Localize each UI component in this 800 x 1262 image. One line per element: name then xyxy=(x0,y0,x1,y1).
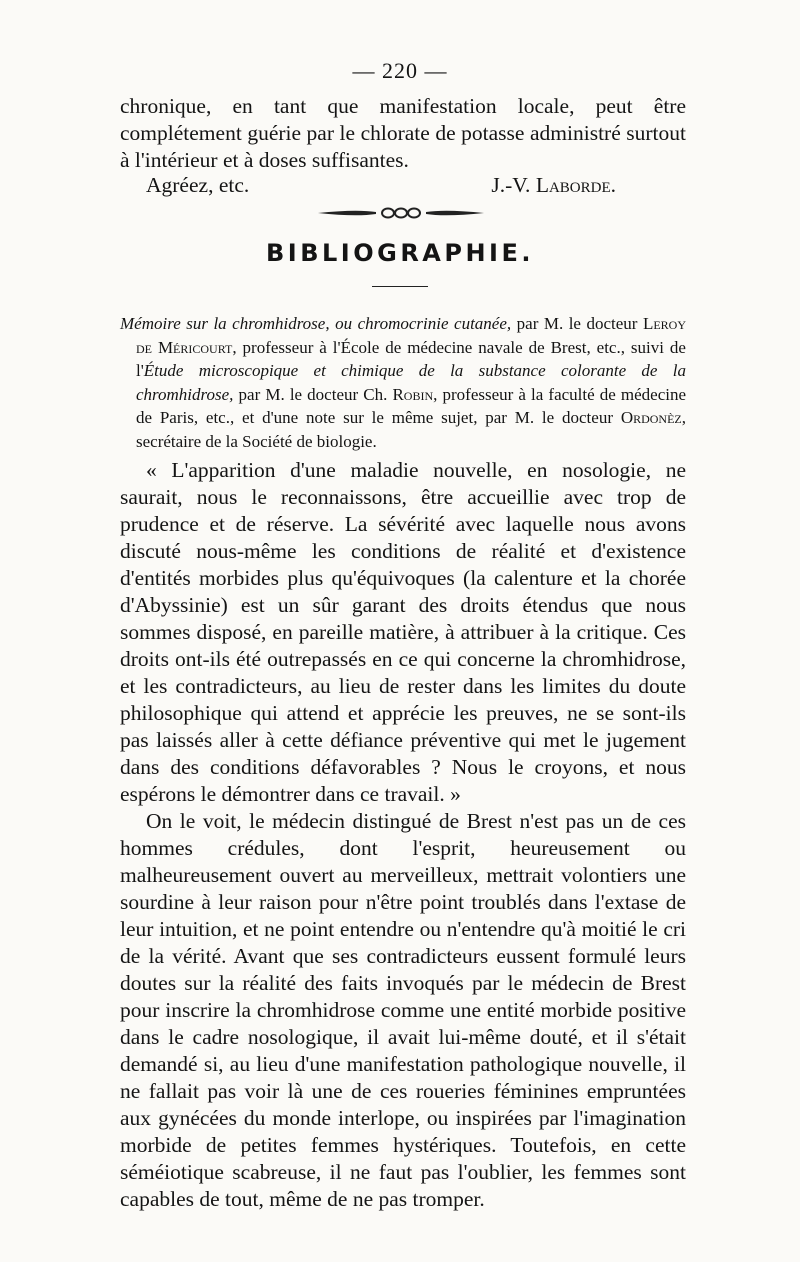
letter-closing-paragraph: chronique, en tant que manifestation locale, peut être complétement guérie par le chlorate de potasse administré surtout à l'intérieur et à doses suffisantes. xyxy=(120,94,686,172)
title-rule xyxy=(372,286,428,287)
review-body xyxy=(120,457,686,1213)
signature-name: Laborde. xyxy=(535,173,616,197)
letter-greeting: Agréez, etc. xyxy=(146,173,250,197)
review-appendix-title: Étude microscopique et chimique de la substance colorante de la chromhidrose, xyxy=(136,361,686,404)
paragraph-quote: « L'apparition d'une maladie nouvelle, en nosologie, ne saurait, nous le reconnaissons, être accueillie avec trop de prudence et de réserve. La sévérité avec laquelle nous avons discuté nous-même les conditions de réalité et d'existence d'entités morbides plus qu'équivoques (la calenture et la chorée d'Abyssinie) est un sûr garant des droits étendus que nous sommes disposé, en pareille matière, à attribuer à la critique. Ces droits ont-ils été outrepassés en ce qui concerne la chromhidrose, et les contradicteurs, au lieu de rester dans les limites du doute philosophique qui attend et apprécie les preuves, ne se sont-ils pas laissés aller à cette défiance préventive qui met le jugement dans des conditions défavorables ? Nous le croyons, et nous espérons le démontrer dans ce travail. » xyxy=(120,458,686,806)
review-note-author: Ordonèz, xyxy=(620,408,687,427)
section-ornament xyxy=(316,204,486,222)
review-author: Leroy de Méricourt, xyxy=(136,314,687,357)
review-title: Mémoire sur la chromhidrose, ou chromocrinie cutanée, xyxy=(120,314,512,333)
letter-signoff xyxy=(146,172,616,199)
letter-signature xyxy=(491,172,616,199)
page-number: — 220 — xyxy=(352,58,448,83)
review-entry xyxy=(120,312,686,453)
signature-initials: J.-V. xyxy=(491,173,531,197)
review-appendix-author: Robin, xyxy=(392,384,438,404)
review-note-role: secrétaire de la Société de biologie. xyxy=(136,431,377,451)
review-appendix-role: professeur à la faculté de médecine de Paris, etc., et d'une note sur le même sujet, par M. le docteur xyxy=(136,384,687,427)
section-title: BIBLIOGRAPHIE. xyxy=(265,239,534,267)
letter-closing xyxy=(120,93,686,174)
review-author-role: professeur à l'École de médecine navale de Brest, etc., suivi de l' xyxy=(136,337,686,380)
paragraph-commentary: On le voit, le médecin distingué de Brest n'est pas un de ces hommes crédules, dont l'esprit, heureusement ou malheureusement ouvert au merveilleux, mettrait volontiers une sourdine à leur raison pour n'être point troublés dans l'extase de leur intuition, et ne point entendre ou n'entendre qu'à moitié le cri de la vérité. Avant que ses contradicteurs eussent formulé leurs doutes sur la réalité des faits invoqués par le médecin de Brest pour inscrire la chromhidrose comme une entité morbide positive dans le cadre nosologique, il avait lui-même douté, et il s'était demandé si, au lieu d'une manifestation pathologique nouvelle, il ne fallait pas voir là une de ces roueries féminines empruntées aux gynécées du monde interlope, ou inspirées par l'imagination morbide de petites femmes hystériques. Toutefois, en cette séméiotique scabreuse, il ne faut pas l'oublier, les femmes sont capables de tout, même de ne pas tromper. xyxy=(120,809,686,1211)
review-by: par M. le docteur xyxy=(516,314,638,333)
review-appendix-by: par M. le docteur Ch. xyxy=(238,384,388,404)
review-citation xyxy=(120,312,686,453)
